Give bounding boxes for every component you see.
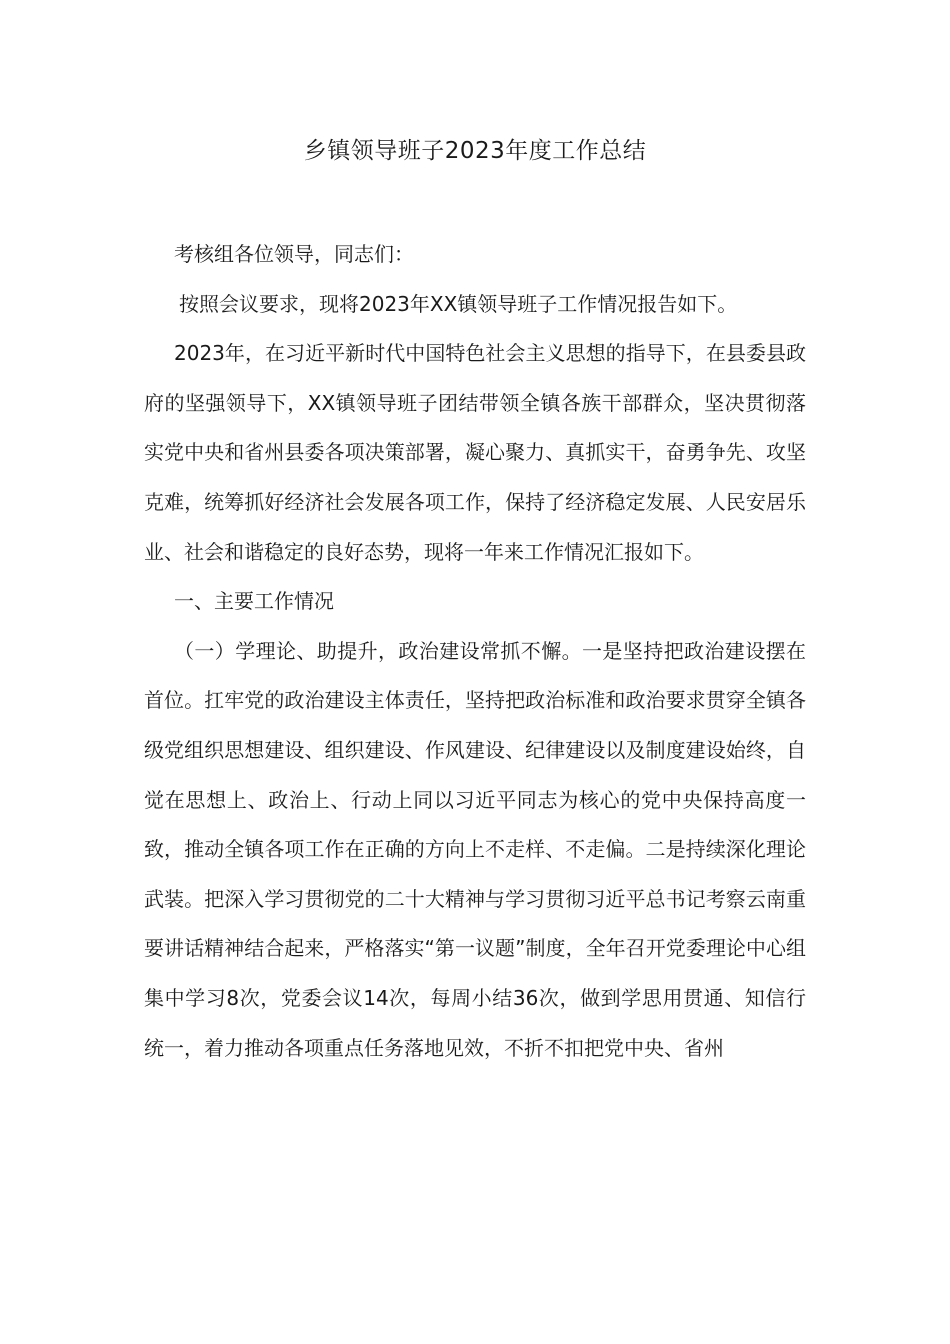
paragraph-political-building: （一）学理论、助提升，政治建设常抓不懈。一是坚持把政治建设摆在首位。扛牢党的政治建设主体责任，坚持把政治标准和政治要求贯穿全镇各级党组织思想建设、组织建设、作风建设、纪律建设以及制度建设始终，自觉在思想上、政治上、行动上同以习近平同志为核心的党中央保持高度一致，推动全镇各项工作在正确的方向上不走样、不走偏。二是持续深化理论武装。把深入学习贯彻党的二十大精神与学习贯彻习近平总书记考察云南重要讲话精神结合起来，严格落实“第一议题”制度，全年召开党委理论中心组集中学习8次，党委会议14次，每周小结36次，做到学思用贯通、知信行统一，着力推动各项重点任务落地见效，不折不扣把党中央、省州 <box>144 638 806 1060</box>
paragraph-intro: 按照会议要求，现将2023年XX镇领导班子工作情况报告如下。 <box>179 291 738 316</box>
document-body <box>144 230 806 1073</box>
salutation: 考核组各位领导，同志们： <box>174 242 414 266</box>
section-heading: 一、主要工作情况 <box>174 589 334 614</box>
paragraph-overview: 2023年，在习近平新时代中国特色社会主义思想的指导下，在县委县政府的坚强领导下，XX镇领导班子团结带领全镇各族干部群众，坚决贯彻落实党中央和省州县委各项决策部署，凝心聚力、真抓实干，奋勇争先、攻坚克难，统筹抓好经济社会发展各项工作，保持了经济稳定发展、人民安居乐业、社会和谐稳定的良好态势，现将一年来工作情况汇报如下。 <box>144 341 806 564</box>
document-title: 乡镇领导班子2023年度工作总结 <box>303 138 647 164</box>
